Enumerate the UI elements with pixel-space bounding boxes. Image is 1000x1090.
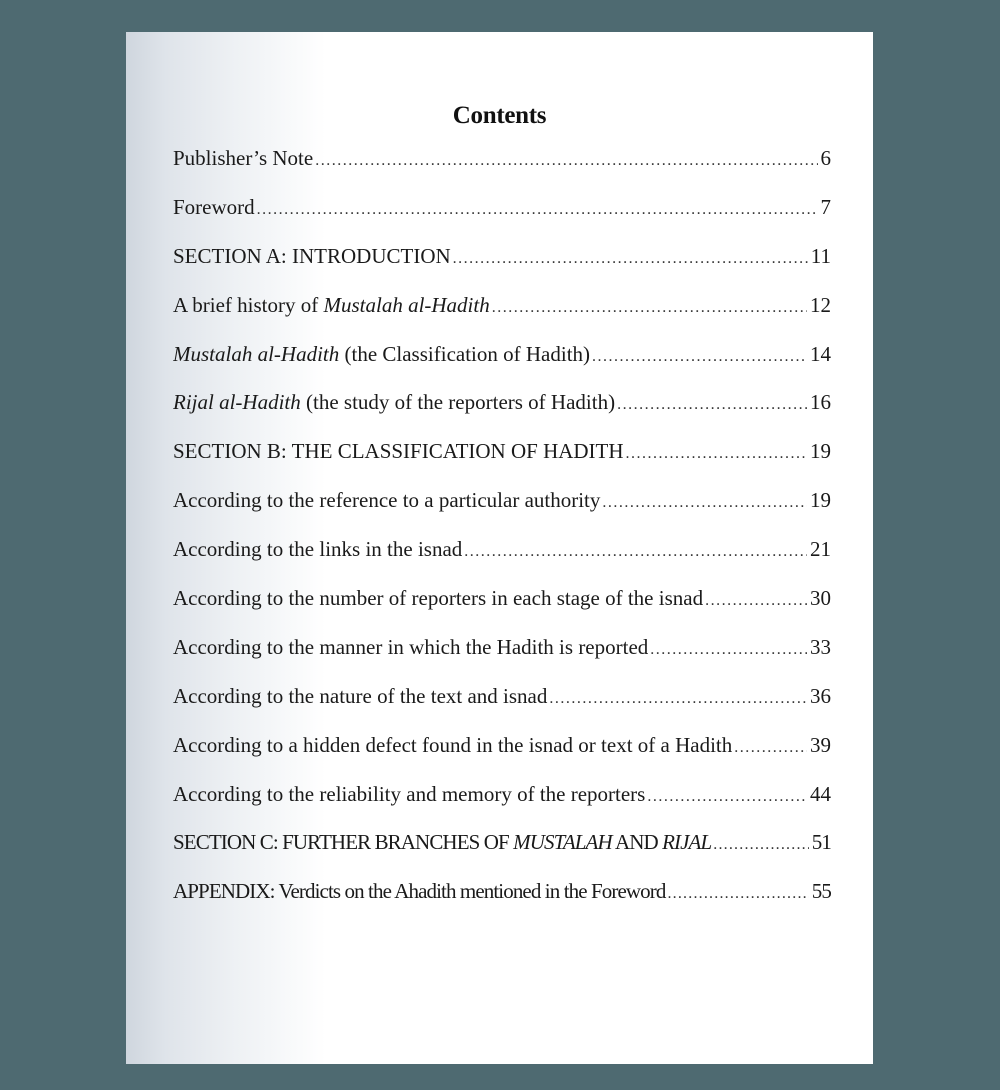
toc-page-number: 11 [810,243,831,268]
toc-page-number: 51 [811,830,831,855]
dot-leader [626,445,807,463]
toc-entry [173,635,831,684]
toc-entry-label: Foreword [173,194,255,219]
toc-entry [173,879,831,928]
toc-page-number: 55 [811,879,831,904]
dot-leader [257,201,818,219]
dot-leader [464,543,807,561]
toc-entry-label: A brief history of Mustalah al-Hadith [173,292,490,317]
toc-page-number: 39 [810,732,831,757]
dot-leader [592,348,807,366]
toc-entry [173,537,831,586]
toc-entry-label: APPENDIX: Verdicts on the Ahadith mentioned in the Foreword [173,879,666,904]
toc-entry-label: According to the links in the isnad [173,537,463,562]
dot-leader [617,396,807,414]
dot-leader [705,592,807,610]
toc-page-number: 36 [810,683,831,708]
book-page [126,32,873,1064]
toc-page-number: 19 [810,488,831,513]
toc-page-number: 16 [810,390,831,415]
toc-entry [173,488,831,537]
toc-entry [173,195,831,244]
toc-entry [173,390,831,439]
dot-leader [650,641,807,659]
toc-entry [173,586,831,635]
toc-page-number: 33 [810,634,831,659]
toc-entry [173,293,831,342]
toc-entry [173,830,831,879]
toc-entry-label: According to the reference to a particular authority [173,488,601,513]
toc-page-number: 30 [810,586,831,611]
toc-entry-label: Publisher’s Note [173,146,314,170]
page-title: Contents [452,102,547,129]
toc-entry-label: According to a hidden defect found in the isnad or text of a Hadith [173,732,733,757]
dot-leader [549,690,807,708]
dot-leader [713,836,809,854]
toc-page-number: 12 [810,292,831,317]
toc-entry-label: Rijal al-Hadith (the study of the reporters of Hadith) [173,390,616,415]
toc-page-number: 6 [820,146,831,170]
toc-entry [173,733,831,782]
dot-leader [315,152,817,170]
toc-entry-label: SECTION B: THE CLASSIFICATION OF HADITH [173,439,624,464]
toc-entry-label: According to the reliability and memory of the reporters [173,781,646,806]
toc-page-number: 14 [810,341,831,366]
toc-entry [173,439,831,488]
table-of-contents [173,146,831,928]
dot-leader [492,299,807,317]
toc-page-number: 44 [810,781,831,806]
toc-entry-label: According to the nature of the text and isnad [173,683,548,708]
dot-leader [602,494,807,512]
toc-entry-label: SECTION A: INTRODUCTION [173,243,451,268]
toc-entry-label: SECTION C: FURTHER BRANCHES OF MUSTALAH AND RIJAL [173,830,712,855]
toc-entry-label: Mustalah al-Hadith (the Classification of Hadith) [173,341,591,366]
dot-leader [647,788,807,806]
toc-entry-label: According to the number of reporters in each stage of the isnad [173,586,704,611]
toc-entry [173,244,831,293]
toc-page-number: 7 [820,194,831,219]
toc-entry [173,782,831,831]
toc-page-number: 21 [810,537,831,562]
toc-entry [173,146,831,195]
toc-page-number: 19 [810,439,831,464]
toc-entry [173,342,831,391]
toc-entry [173,684,831,733]
dot-leader [734,739,807,757]
dot-leader [453,250,808,268]
dot-leader [667,885,808,903]
toc-entry-label: According to the manner in which the Hadith is reported [173,634,649,659]
